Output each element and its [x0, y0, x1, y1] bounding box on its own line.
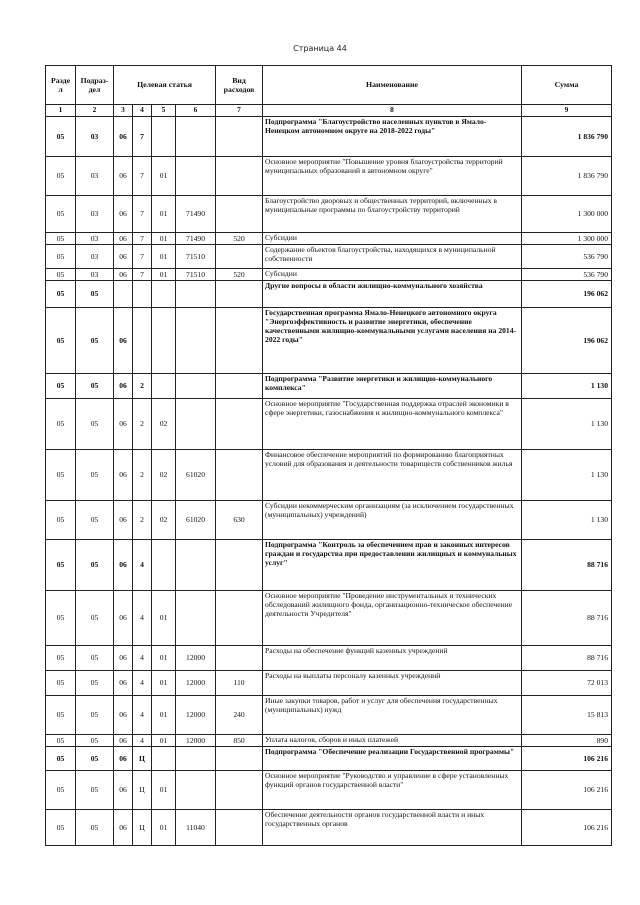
cell-target-direction — [176, 399, 216, 450]
cell-target-program: 06 — [114, 735, 133, 747]
cell-target-activity: 01 — [152, 696, 176, 735]
cell-target-program: 06 — [114, 245, 133, 269]
cell-target-program — [114, 281, 133, 308]
table-row — [46, 540, 612, 591]
cell-razdel: 05 — [46, 771, 76, 810]
cell-target-program: 06 — [114, 747, 133, 771]
cell-target-program: 06 — [114, 671, 133, 696]
cell-razdel: 05 — [46, 157, 76, 196]
col-number: 5 — [152, 105, 176, 117]
cell-target-subprogram: 4 — [133, 591, 152, 646]
col-number: 8 — [263, 105, 522, 117]
cell-podrazdel: 05 — [76, 308, 114, 374]
cell-target-program: 06 — [114, 771, 133, 810]
cell-target-program: 06 — [114, 117, 133, 157]
table-row — [46, 671, 612, 696]
cell-target-subprogram: 4 — [133, 671, 152, 696]
table-row — [46, 245, 612, 269]
cell-razdel: 05 — [46, 501, 76, 540]
cell-sum: 536 790 — [522, 245, 612, 269]
cell-expense-type — [216, 117, 263, 157]
table-row — [46, 810, 612, 846]
cell-razdel: 05 — [46, 671, 76, 696]
cell-podrazdel: 05 — [76, 540, 114, 591]
cell-target-subprogram: 7 — [133, 157, 152, 196]
table-row — [46, 771, 612, 810]
table-row — [46, 157, 612, 196]
cell-target-activity: 02 — [152, 501, 176, 540]
cell-name: Государственная программа Ямало-Ненецкого автономного округа "Энергоэффективность и развитие энергетики, обеспечение качественными жилищно-коммунальными услугами населения на 2014-2022 годы" — [263, 308, 522, 374]
cell-podrazdel: 03 — [76, 269, 114, 281]
cell-expense-type — [216, 399, 263, 450]
cell-target-activity: 02 — [152, 450, 176, 501]
cell-expense-type — [216, 540, 263, 591]
cell-sum: 1 130 — [522, 374, 612, 399]
cell-razdel: 05 — [46, 399, 76, 450]
cell-target-program: 06 — [114, 810, 133, 846]
cell-name: Основное мероприятие "Проведение инструментальных и технических обследований жилищного фонда, организационно-техническое обеспечение деятельности Учредителя" — [263, 591, 522, 646]
cell-podrazdel: 03 — [76, 233, 114, 245]
table-row — [46, 196, 612, 233]
cell-target-activity — [152, 540, 176, 591]
header-row — [46, 66, 612, 105]
cell-target-direction: 12000 — [176, 735, 216, 747]
cell-target-direction — [176, 591, 216, 646]
cell-name: Основное мероприятие "Руководство и управление в сфере установленных функций органов государственной власти" — [263, 771, 522, 810]
cell-expense-type — [216, 747, 263, 771]
cell-sum: 106 216 — [522, 747, 612, 771]
cell-razdel: 05 — [46, 540, 76, 591]
cell-podrazdel: 05 — [76, 450, 114, 501]
cell-target-program: 06 — [114, 696, 133, 735]
cell-target-direction: 61020 — [176, 450, 216, 501]
col-header-target-article: Целевая статья — [114, 66, 216, 105]
cell-name: Субсидии некоммерческим организациям (за исключением государственных (муниципальных) учреждений) — [263, 501, 522, 540]
cell-expense-type — [216, 591, 263, 646]
cell-target-program: 06 — [114, 450, 133, 501]
cell-podrazdel: 05 — [76, 281, 114, 308]
cell-target-direction — [176, 771, 216, 810]
cell-target-direction: 12000 — [176, 646, 216, 671]
cell-name: Содержание объектов благоустройства, находящихся в муниципальной собственности — [263, 245, 522, 269]
cell-target-activity: 01 — [152, 591, 176, 646]
col-header-sum: Сумма — [522, 66, 612, 105]
cell-target-subprogram: 4 — [133, 735, 152, 747]
cell-target-direction: 71510 — [176, 269, 216, 281]
cell-target-subprogram: 4 — [133, 696, 152, 735]
cell-sum: 1 836 790 — [522, 117, 612, 157]
cell-sum: 1 836 790 — [522, 157, 612, 196]
cell-target-subprogram: 2 — [133, 399, 152, 450]
cell-expense-type: 110 — [216, 671, 263, 696]
cell-expense-type — [216, 308, 263, 374]
cell-razdel: 05 — [46, 646, 76, 671]
cell-sum: 890 — [522, 735, 612, 747]
cell-name: Расходы на выплаты персоналу казенных учреждений — [263, 671, 522, 696]
cell-target-activity: 01 — [152, 269, 176, 281]
cell-target-activity: 02 — [152, 399, 176, 450]
cell-sum: 15 813 — [522, 696, 612, 735]
cell-sum: 72 013 — [522, 671, 612, 696]
cell-razdel: 05 — [46, 269, 76, 281]
cell-expense-type — [216, 646, 263, 671]
cell-name: Финансовое обеспечение мероприятий по формированию благоприятных условий для образования и деятельности товариществ собственников жилья — [263, 450, 522, 501]
cell-target-program: 06 — [114, 308, 133, 374]
table-row — [46, 281, 612, 308]
cell-target-direction — [176, 281, 216, 308]
cell-name: Подпрограмма "Благоустройство населенных пунктов в Ямало-Ненецком автономном округе на 2018-2022 годы" — [263, 117, 522, 157]
cell-razdel: 05 — [46, 735, 76, 747]
cell-expense-type — [216, 281, 263, 308]
cell-expense-type: 630 — [216, 501, 263, 540]
cell-target-subprogram: 7 — [133, 117, 152, 157]
col-header-razdel: Разде л — [46, 66, 76, 105]
page-label: Страница 44 — [293, 44, 347, 53]
column-number-row — [46, 105, 612, 117]
cell-sum: 196 062 — [522, 308, 612, 374]
table-row — [46, 646, 612, 671]
cell-target-direction — [176, 540, 216, 591]
cell-podrazdel: 05 — [76, 374, 114, 399]
cell-podrazdel: 05 — [76, 671, 114, 696]
cell-target-direction: 71510 — [176, 245, 216, 269]
cell-expense-type — [216, 196, 263, 233]
col-number: 2 — [76, 105, 114, 117]
cell-sum: 196 062 — [522, 281, 612, 308]
cell-razdel: 05 — [46, 196, 76, 233]
cell-podrazdel: 03 — [76, 157, 114, 196]
cell-target-direction: 71490 — [176, 233, 216, 245]
cell-target-activity: 01 — [152, 810, 176, 846]
cell-podrazdel: 03 — [76, 117, 114, 157]
table-row — [46, 735, 612, 747]
col-number: 1 — [46, 105, 76, 117]
cell-razdel: 05 — [46, 281, 76, 308]
cell-name: Субсидии — [263, 233, 522, 245]
cell-target-program: 06 — [114, 646, 133, 671]
cell-target-subprogram: 2 — [133, 374, 152, 399]
cell-sum: 1 130 — [522, 399, 612, 450]
cell-podrazdel: 05 — [76, 747, 114, 771]
col-number: 6 — [176, 105, 216, 117]
cell-expense-type: 520 — [216, 269, 263, 281]
cell-target-program: 06 — [114, 540, 133, 591]
cell-target-subprogram: 4 — [133, 646, 152, 671]
cell-target-subprogram: 7 — [133, 233, 152, 245]
cell-target-direction: 11040 — [176, 810, 216, 846]
col-header-name: Наименование — [263, 66, 522, 105]
cell-podrazdel: 05 — [76, 399, 114, 450]
cell-razdel: 05 — [46, 117, 76, 157]
cell-target-activity: 01 — [152, 233, 176, 245]
table-row — [46, 399, 612, 450]
cell-expense-type — [216, 245, 263, 269]
cell-expense-type — [216, 810, 263, 846]
cell-target-program: 06 — [114, 196, 133, 233]
cell-expense-type — [216, 374, 263, 399]
cell-name: Основное мероприятие "Государственная поддержка отраслей экономики в сфере энергетики, газоснабжения и жилищно-коммунального комплекса" — [263, 399, 522, 450]
cell-razdel: 05 — [46, 696, 76, 735]
cell-razdel: 05 — [46, 591, 76, 646]
cell-target-subprogram: 7 — [133, 269, 152, 281]
cell-target-subprogram: Ц — [133, 771, 152, 810]
cell-target-direction: 61020 — [176, 501, 216, 540]
cell-target-activity: 01 — [152, 671, 176, 696]
cell-sum: 1 130 — [522, 450, 612, 501]
cell-target-subprogram: 2 — [133, 501, 152, 540]
cell-podrazdel: 05 — [76, 646, 114, 671]
table-row — [46, 308, 612, 374]
cell-sum: 1 130 — [522, 501, 612, 540]
budget-table — [45, 65, 612, 846]
cell-target-direction — [176, 157, 216, 196]
cell-razdel: 05 — [46, 810, 76, 846]
cell-name: Подпрограмма "Контроль за обеспечением прав и законных интересов граждан и государства при предоставлении жилищных и коммунальных услуг" — [263, 540, 522, 591]
cell-podrazdel: 03 — [76, 245, 114, 269]
cell-podrazdel: 05 — [76, 591, 114, 646]
cell-target-program: 06 — [114, 501, 133, 540]
cell-target-activity: 01 — [152, 245, 176, 269]
cell-razdel: 05 — [46, 747, 76, 771]
cell-podrazdel: 05 — [76, 501, 114, 540]
cell-target-subprogram: 2 — [133, 450, 152, 501]
cell-razdel: 05 — [46, 374, 76, 399]
cell-target-activity — [152, 374, 176, 399]
cell-razdel: 05 — [46, 233, 76, 245]
cell-name: Расходы на обеспечение функций казенных учреждений — [263, 646, 522, 671]
cell-razdel: 05 — [46, 245, 76, 269]
cell-name: Подпрограмма "Обеспечение реализации Государственной программы" — [263, 747, 522, 771]
cell-target-activity: 01 — [152, 771, 176, 810]
cell-podrazdel: 05 — [76, 771, 114, 810]
cell-target-program: 06 — [114, 233, 133, 245]
cell-target-direction: 12000 — [176, 671, 216, 696]
table-row — [46, 233, 612, 245]
cell-expense-type: 240 — [216, 696, 263, 735]
cell-sum: 106 216 — [522, 810, 612, 846]
cell-sum: 1 300 000 — [522, 196, 612, 233]
cell-target-activity: 01 — [152, 646, 176, 671]
cell-target-program: 06 — [114, 269, 133, 281]
cell-target-activity: 01 — [152, 735, 176, 747]
cell-target-direction — [176, 308, 216, 374]
cell-target-direction — [176, 374, 216, 399]
cell-expense-type: 850 — [216, 735, 263, 747]
cell-sum: 1 300 000 — [522, 233, 612, 245]
cell-razdel: 05 — [46, 308, 76, 374]
cell-podrazdel: 05 — [76, 696, 114, 735]
cell-target-program: 06 — [114, 399, 133, 450]
cell-name: Субсидии — [263, 269, 522, 281]
cell-target-subprogram: 7 — [133, 245, 152, 269]
table-row — [46, 374, 612, 399]
cell-name: Основное мероприятие "Повышение уровня благоустройства территорий муниципальных образований в автономном округе" — [263, 157, 522, 196]
cell-name: Подпрограмма "Развитие энергетики и жилищно-коммунального комплекса" — [263, 374, 522, 399]
table-row — [46, 696, 612, 735]
col-header-podrazdel: Подраз- дел — [76, 66, 114, 105]
cell-target-activity — [152, 308, 176, 374]
cell-target-program: 06 — [114, 157, 133, 196]
cell-target-activity — [152, 281, 176, 308]
col-number: 4 — [133, 105, 152, 117]
cell-podrazdel: 05 — [76, 810, 114, 846]
table-row — [46, 591, 612, 646]
cell-target-activity — [152, 747, 176, 771]
cell-target-subprogram: Ц — [133, 747, 152, 771]
cell-razdel: 05 — [46, 450, 76, 501]
cell-target-subprogram: 4 — [133, 540, 152, 591]
cell-target-program: 06 — [114, 591, 133, 646]
cell-target-activity — [152, 117, 176, 157]
col-number: 7 — [216, 105, 263, 117]
cell-target-direction — [176, 747, 216, 771]
table-row — [46, 450, 612, 501]
cell-sum: 88 716 — [522, 540, 612, 591]
col-number: 9 — [522, 105, 612, 117]
table-row — [46, 269, 612, 281]
cell-name: Обеспечение деятельности органов государственной власти и иных государственных органов — [263, 810, 522, 846]
cell-expense-type: 520 — [216, 233, 263, 245]
col-number: 3 — [114, 105, 133, 117]
cell-target-subprogram — [133, 308, 152, 374]
cell-target-program: 06 — [114, 374, 133, 399]
cell-name: Иные закупки товаров, работ и услуг для обеспечения государственных (муниципальных) нужд — [263, 696, 522, 735]
cell-sum: 88 716 — [522, 591, 612, 646]
cell-sum: 88 716 — [522, 646, 612, 671]
cell-target-direction: 12000 — [176, 696, 216, 735]
cell-expense-type — [216, 450, 263, 501]
cell-target-activity: 01 — [152, 196, 176, 233]
table-row — [46, 117, 612, 157]
col-header-expense-type: Вид расходов — [216, 66, 263, 105]
cell-target-subprogram — [133, 281, 152, 308]
cell-expense-type — [216, 157, 263, 196]
cell-name: Благоустройство дворовых и общественных территорий, включенных в муниципальные программы по благоустройству территорий — [263, 196, 522, 233]
cell-target-direction — [176, 117, 216, 157]
cell-target-activity: 01 — [152, 157, 176, 196]
cell-name: Другие вопросы в области жилищно-коммунального хозяйства — [263, 281, 522, 308]
cell-sum: 106 216 — [522, 771, 612, 810]
cell-target-direction: 71490 — [176, 196, 216, 233]
cell-target-subprogram: Ц — [133, 810, 152, 846]
cell-podrazdel: 05 — [76, 735, 114, 747]
cell-name: Уплата налогов, сборов и иных платежей — [263, 735, 522, 747]
table-row — [46, 501, 612, 540]
cell-expense-type — [216, 771, 263, 810]
table-row — [46, 747, 612, 771]
cell-podrazdel: 03 — [76, 196, 114, 233]
cell-target-subprogram: 7 — [133, 196, 152, 233]
cell-sum: 536 790 — [522, 269, 612, 281]
